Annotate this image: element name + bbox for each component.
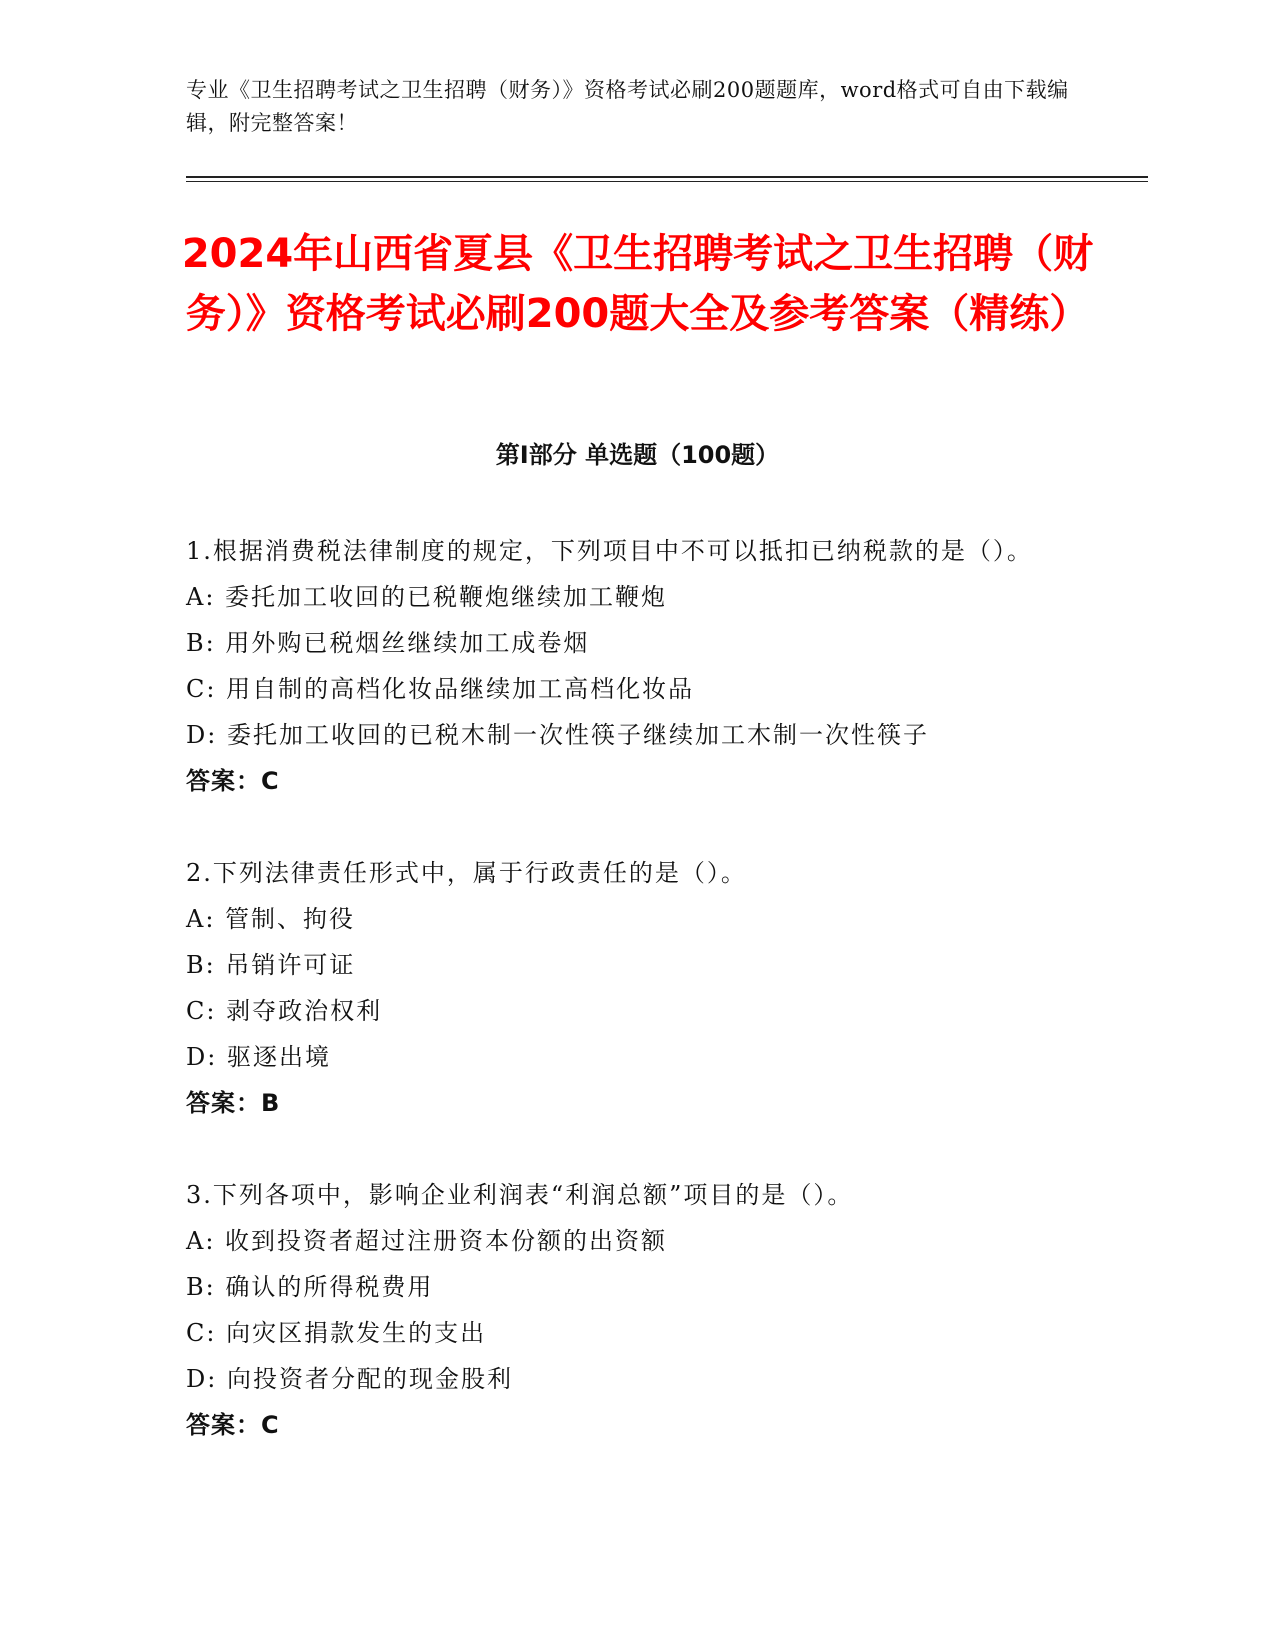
question-2 <box>186 850 1086 1126</box>
question-1 <box>186 528 1086 804</box>
answer: 答案：B <box>186 1089 281 1117</box>
option-d: D: 驱逐出境 <box>186 1043 331 1071</box>
option-c: C: 剥夺政治权利 <box>186 997 383 1025</box>
question-list <box>186 528 1086 1494</box>
option-a: A: 委托加工收回的已税鞭炮继续加工鞭炮 <box>186 583 668 611</box>
option-b: B: 确认的所得税费用 <box>186 1273 434 1301</box>
option-b: B: 用外购已税烟丝继续加工成卷烟 <box>186 629 590 657</box>
document-title: 2024年山西省夏县《卫生招聘考试之卫生招聘（财务）》资格考试必刷200题大全及参考答案（精练） <box>181 231 1094 337</box>
section-title: 第I部分 单选题（100题） <box>495 441 780 469</box>
option-c: C: 用自制的高档化妆品继续加工高档化妆品 <box>186 675 695 703</box>
header-divider-thick <box>186 176 1148 178</box>
header-note: 专业《卫生招聘考试之卫生招聘（财务）》资格考试必刷200题题库，word格式可自由下载编辑，附完整答案！ <box>186 78 1069 135</box>
answer: 答案：C <box>186 1411 280 1439</box>
question-3 <box>186 1172 1086 1448</box>
question-stem: 1.根据消费税法律制度的规定，下列项目中不可以抵扣已纳税款的是（）。 <box>186 537 1033 565</box>
option-b: B: 吊销许可证 <box>186 951 356 979</box>
option-d: D: 委托加工收回的已税木制一次性筷子继续加工木制一次性筷子 <box>186 721 929 749</box>
header-divider-thin <box>186 181 1148 182</box>
answer: 答案：C <box>186 767 280 795</box>
option-d: D: 向投资者分配的现金股利 <box>186 1365 513 1393</box>
option-a: A: 收到投资者超过注册资本份额的出资额 <box>186 1227 668 1255</box>
question-stem: 3.下列各项中，影响企业利润表“利润总额”项目的是（）。 <box>186 1181 854 1209</box>
option-a: A: 管制、拘役 <box>186 905 356 933</box>
option-c: C: 向灾区捐款发生的支出 <box>186 1319 487 1347</box>
question-stem: 2.下列法律责任形式中，属于行政责任的是（）。 <box>186 859 747 887</box>
